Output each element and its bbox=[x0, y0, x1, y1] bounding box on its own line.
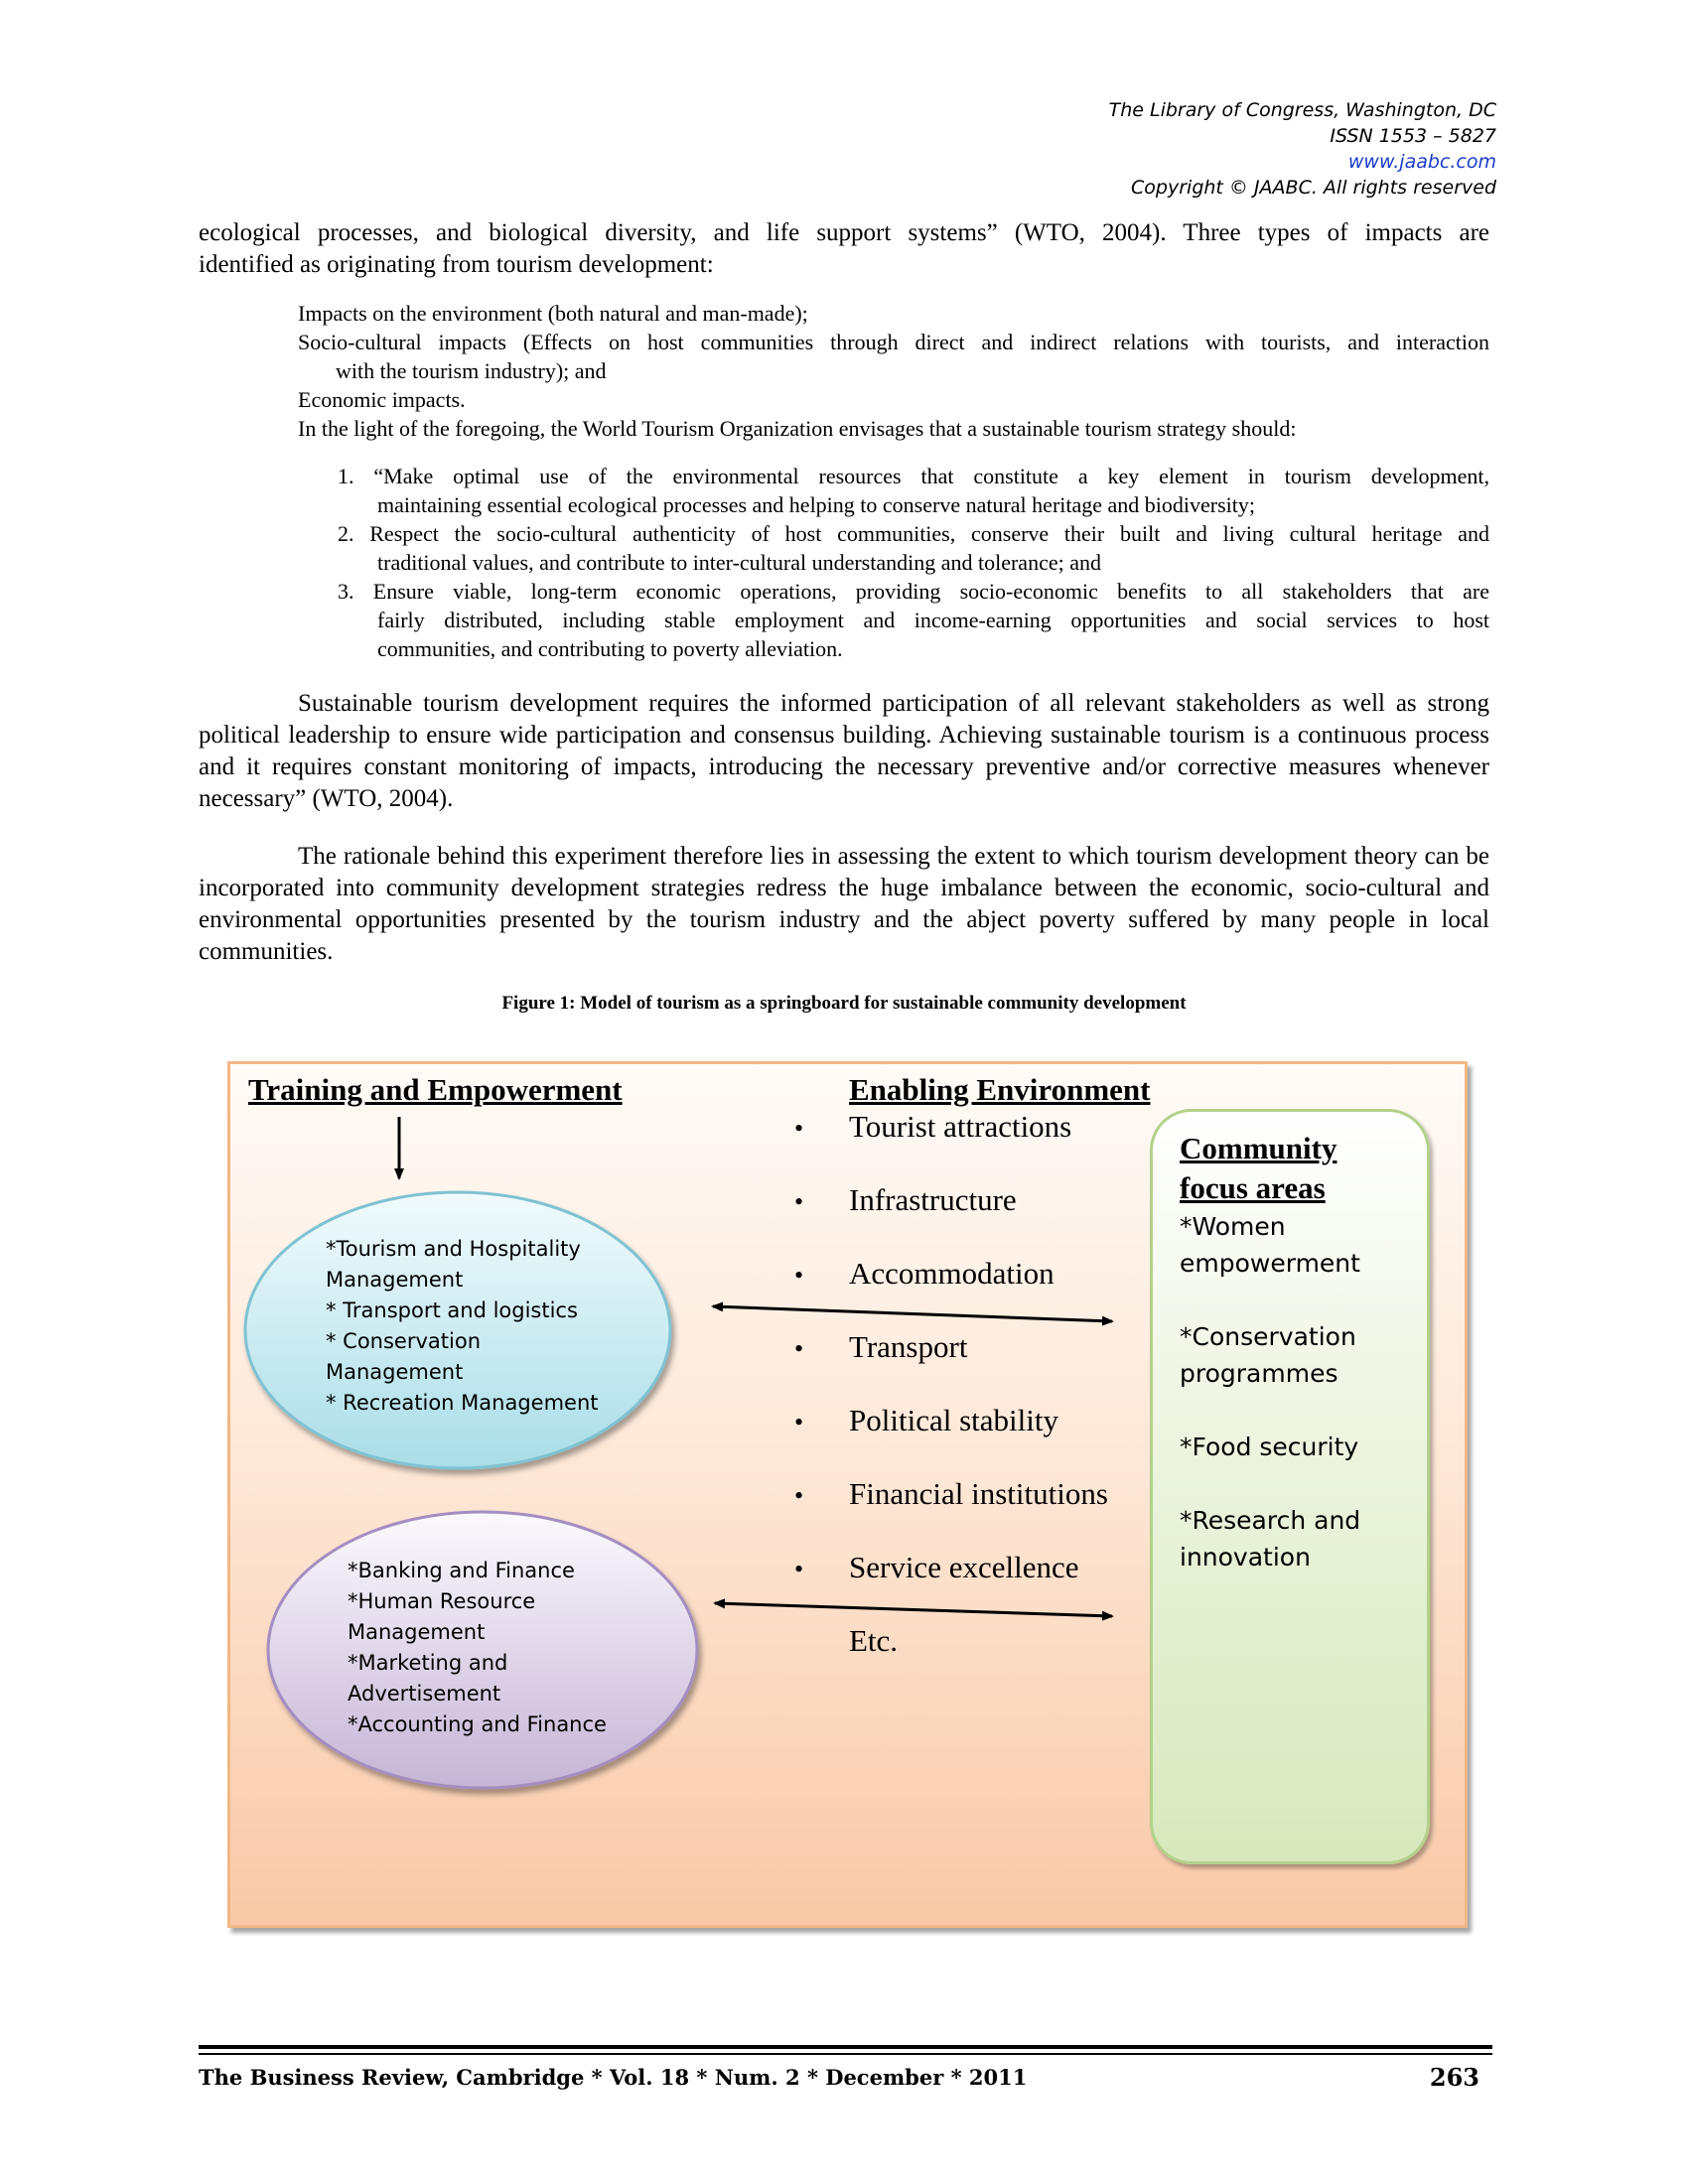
intro-line-1: ecological processes, and biological diversity, and life support systems” (WTO, 2004). Three types of impacts are bbox=[199, 219, 1489, 246]
community-item: innovation bbox=[1180, 1543, 1311, 1571]
community-item: empowerment bbox=[1180, 1249, 1360, 1278]
page-number: 263 bbox=[1429, 2063, 1479, 2092]
bullet-item: Transport bbox=[849, 1329, 968, 1364]
bullet-dot: • bbox=[794, 1555, 804, 1583]
paragraph-stakeholders: Sustainable tourism development requires the informed participation of all relevant stakeholders as well as strong political leadership to ensure wide participation and consensus building. Achieving sustainable tourism is a continuous process and it requires constant monitoring of impacts, introducing the necessary preventive and/or corrective measures whenever necessary” (WTO, 2004). bbox=[199, 690, 1489, 812]
figure-caption: Figure 1: Model of tourism as a springboard for sustainable community development bbox=[501, 993, 1187, 1014]
bullet-dot: • bbox=[794, 1481, 804, 1510]
ellipse-tourism-line: * Conservation bbox=[326, 1329, 482, 1353]
community-item: *Conservation bbox=[1180, 1322, 1356, 1351]
bullet-item: Accommodation bbox=[849, 1256, 1055, 1291]
ellipse-tourism-line: Management bbox=[326, 1268, 464, 1292]
ellipse-business-line: Management bbox=[348, 1620, 486, 1644]
double-arrow-top bbox=[713, 1306, 1112, 1321]
footer-rule-thin bbox=[199, 2053, 1492, 2055]
bullet-dot: • bbox=[794, 1187, 804, 1216]
ellipse-business-line: *Human Resource bbox=[348, 1589, 536, 1613]
strategy-lead-sentence: In the light of the foregoing, the World Tourism Organization envisages that a sustainable tourism strategy should: bbox=[298, 416, 1297, 441]
bullet-item: Tourist attractions bbox=[849, 1109, 1072, 1144]
bullet-dot: • bbox=[794, 1114, 804, 1143]
community-spacer bbox=[1180, 1282, 1360, 1318]
strategy-item-2: 2. Respect the socio-cultural authenticity of host communities, conserve their built and living cultural heritage and bbox=[338, 521, 1489, 546]
community-spacer bbox=[1180, 1465, 1360, 1502]
bullet-item: Infrastructure bbox=[849, 1182, 1017, 1217]
ellipse-tourism-text bbox=[326, 1234, 599, 1419]
impact-item-sociocultural-cont: with the tourism industry); and bbox=[336, 358, 607, 383]
impact-item-economic: Economic impacts. bbox=[298, 387, 466, 412]
ellipse-business-line: *Accounting and Finance bbox=[348, 1712, 607, 1736]
footer-journal: The Business Review, Cambridge * Vol. 18 * Num. 2 * December * 2011 bbox=[199, 2065, 1028, 2090]
ellipse-tourism-line: * Recreation Management bbox=[326, 1391, 599, 1415]
header-copyright: Copyright © JAABC. All rights reserved bbox=[1131, 177, 1496, 199]
bullet-item: Political stability bbox=[849, 1403, 1058, 1437]
ellipse-business-text bbox=[348, 1556, 607, 1740]
strategy-item-2-cont: traditional values, and contribute to inter-cultural understanding and tolerance; and bbox=[377, 550, 1101, 575]
intro-line-2: identified as originating from tourism development: bbox=[199, 251, 714, 278]
bullet-dot: • bbox=[794, 1261, 804, 1290]
paragraph-rationale: The rationale behind this experiment therefore lies in assessing the extent to which tourism development theory can be incorporated into community development strategies redress the huge imbalance between the economic, socio-cultural and environmental opportunities presented by the tourism industry and the abject poverty suffered by many people in local communities. bbox=[199, 843, 1489, 965]
bullet-dot: • bbox=[794, 1408, 804, 1436]
bullet-item: Financial institutions bbox=[849, 1476, 1108, 1511]
ellipse-business-line: *Marketing and bbox=[348, 1651, 508, 1675]
community-item: *Food security bbox=[1180, 1433, 1359, 1461]
training-heading: Training and Empowerment bbox=[248, 1072, 623, 1107]
ellipse-business-line: Advertisement bbox=[348, 1682, 501, 1706]
header-line-issn: ISSN 1553 – 5827 bbox=[1330, 125, 1496, 147]
community-focus-content bbox=[1180, 1129, 1360, 1575]
bullet-etc: Etc. bbox=[849, 1623, 899, 1658]
header-website-link[interactable]: www.jaabc.com bbox=[1347, 151, 1496, 173]
ellipse-tourism-line: Management bbox=[326, 1360, 464, 1384]
strategy-item-1: 1. “Make optimal use of the environmental resources that constitute a key element in tourism development, bbox=[338, 464, 1489, 488]
community-item: programmes bbox=[1180, 1359, 1338, 1388]
strategy-item-3-cont: fairly distributed, including stable employment and income-earning opportunities and social services to host bbox=[377, 608, 1489, 632]
strategy-item-3-cont-2: communities, and contributing to poverty alleviation. bbox=[377, 636, 843, 661]
community-item: *Research and bbox=[1180, 1506, 1361, 1535]
community-heading: Community bbox=[1180, 1131, 1337, 1165]
bullet-dot: • bbox=[794, 1334, 804, 1363]
header-line-library: The Library of Congress, Washington, DC bbox=[1108, 99, 1496, 121]
impact-item-environment: Impacts on the environment (both natural and man-made); bbox=[298, 301, 808, 326]
ellipse-tourism-line: *Tourism and Hospitality bbox=[326, 1237, 581, 1261]
strategy-item-3: 3. Ensure viable, long-term economic operations, providing socio-economic benefits to all stakeholders that are bbox=[338, 579, 1489, 604]
double-arrow-bottom bbox=[715, 1603, 1112, 1616]
footer-rule-thick bbox=[199, 2045, 1492, 2049]
ellipse-tourism-line: * Transport and logistics bbox=[326, 1298, 578, 1322]
community-item: *Women bbox=[1180, 1212, 1286, 1241]
impact-item-sociocultural: Socio-cultural impacts (Effects on host communities through direct and indirect relations with tourists, and interaction bbox=[298, 330, 1489, 354]
bullet-item: Service excellence bbox=[849, 1550, 1079, 1584]
community-heading: focus areas bbox=[1180, 1170, 1326, 1205]
strategy-item-1-cont: maintaining essential ecological processes and helping to conserve natural heritage and biodiversity; bbox=[377, 492, 1255, 517]
ellipse-business-line: *Banking and Finance bbox=[348, 1559, 575, 1582]
community-spacer bbox=[1180, 1392, 1360, 1429]
enabling-heading: Enabling Environment bbox=[849, 1072, 1151, 1107]
